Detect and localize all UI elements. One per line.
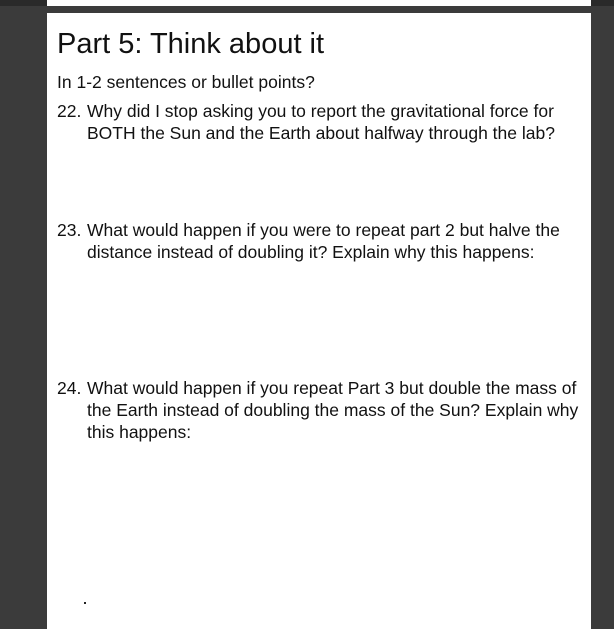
question-text: Why did I stop asking you to report the gravitational force for BOTH the Sun and the Earth about halfway through the lab? (87, 101, 555, 143)
question-text: What would happen if you were to repeat part 2 but halve the distance instead of doubling it? Explain why this happens: (87, 220, 560, 262)
document-page (47, 13, 591, 629)
question-22 (57, 100, 587, 144)
question-text: What would happen if you repeat Part 3 but double the mass of the Earth instead of doubling the mass of the Sun? Explain why this happens: (87, 378, 579, 442)
section-heading: Part 5: Think about it (57, 28, 325, 60)
stray-dot-mark (84, 602, 86, 604)
previous-page-edge (47, 0, 591, 6)
question-number: 23. (57, 220, 82, 240)
instruction-text: In 1-2 sentences or bullet points? (57, 72, 315, 92)
question-number: 24. (57, 378, 82, 398)
question-23 (57, 219, 587, 263)
question-number: 22. (57, 101, 82, 121)
question-24 (57, 377, 587, 443)
